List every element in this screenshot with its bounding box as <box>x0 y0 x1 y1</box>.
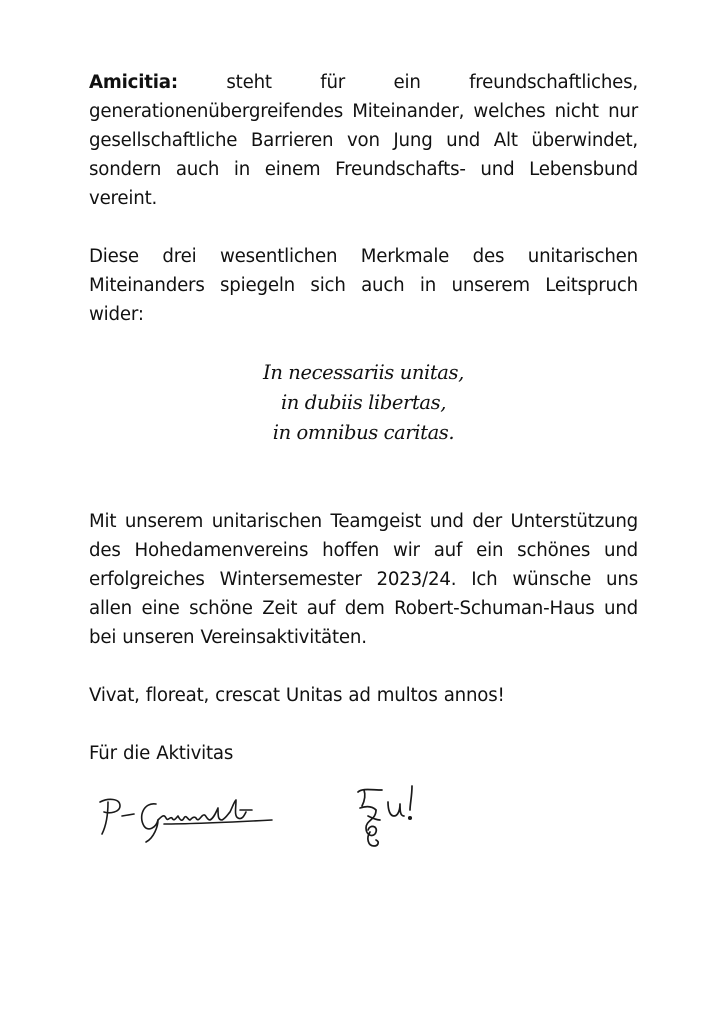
amicitia-term: Amicitia: <box>89 72 178 93</box>
amicitia-text: steht für ein freundschaftliches, generationenübergreifendes Miteinander, welches nicht nur gesellschaftliche Barrieren von Jung und Alt überwindet, sondern auch in einem Freundschafts- und Lebensbund vereint. <box>89 72 638 209</box>
signature-second <box>352 780 432 860</box>
letter-body <box>89 68 638 768</box>
vivat-line: Vivat, floreat, crescat Unitas ad multos annos! <box>89 685 505 706</box>
closing-line: Für die Aktivitas <box>89 743 234 764</box>
motto-block <box>89 358 638 448</box>
teamgeist-paragraph: Mit unserem unitarischen Teamgeist und der Unterstützung des Hohedamenvereins hoffen wir auf ein schönes und erfolgreiches Wintersemester 2023/24. Ich wünsche uns allen eine schöne Zeit auf dem Robert-Schuman-Haus und bei unseren Vereinsaktivitäten. <box>89 511 638 648</box>
signatures-area <box>94 780 654 900</box>
signature-first <box>94 790 279 850</box>
motto-line-2: in dubiis libertas, <box>280 391 447 414</box>
merkmale-paragraph: Diese drei wesentlichen Merkmale des unitarischen Miteinanders spiegeln sich auch in unserem Leitspruch wider: <box>89 246 638 325</box>
amicitia-paragraph <box>89 68 638 213</box>
motto-line-1: In necessariis unitas, <box>263 361 464 384</box>
motto-line-3: in omnibus caritas. <box>272 421 455 444</box>
